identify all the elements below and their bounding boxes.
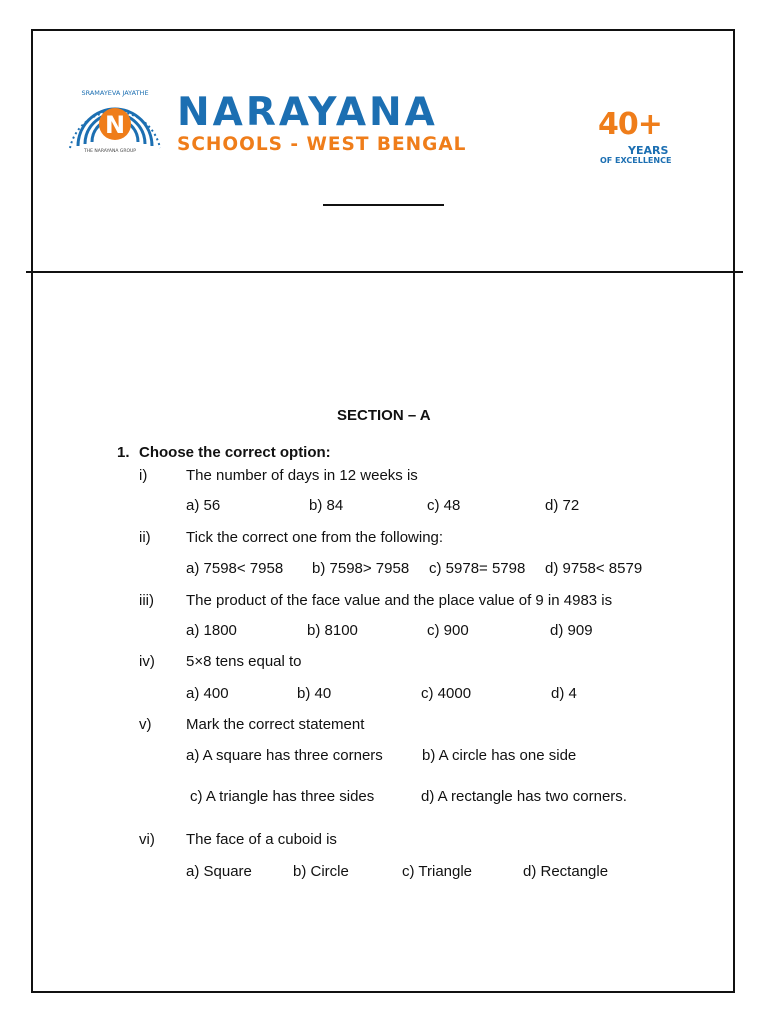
option[interactable]: a) 56 [186, 497, 221, 514]
item-roman: i) [139, 467, 148, 484]
narayana-emblem-icon [60, 86, 170, 152]
option[interactable]: a) 1800 [186, 622, 237, 639]
item-text: The face of a cuboid is [186, 831, 337, 848]
anniversary-number: 40+ [598, 107, 662, 142]
item-text: The product of the face value and the place value of 9 in 4983 is [186, 592, 613, 609]
option[interactable]: c) 4000 [421, 685, 472, 702]
option[interactable]: d) 4 [551, 685, 577, 702]
option[interactable]: d) Rectangle [523, 863, 609, 880]
option[interactable]: a) A square has three corners [186, 747, 383, 764]
anniversary-excellence: OF EXCELLENCE [600, 156, 672, 165]
anniversary-years: YEARS [628, 144, 669, 157]
option[interactable]: d) 9758< 8579 [545, 560, 643, 577]
option[interactable]: d) 72 [545, 497, 580, 514]
section-title: SECTION – A [337, 407, 431, 424]
option[interactable]: b) 7598> 7958 [312, 560, 410, 577]
option[interactable]: a) 400 [186, 685, 229, 702]
option[interactable]: b) 40 [297, 685, 332, 702]
option[interactable]: c) 900 [427, 622, 469, 639]
option[interactable]: c) 48 [427, 497, 461, 514]
item-text: The number of days in 12 weeks is [186, 467, 418, 484]
item-roman: ii) [139, 529, 151, 546]
option[interactable]: c) Triangle [402, 863, 473, 880]
item-text: Tick the correct one from the following: [186, 529, 444, 546]
option[interactable]: b) Circle [293, 863, 349, 880]
header-divider [26, 271, 743, 273]
anniversary-badge [598, 107, 678, 170]
option[interactable]: b) A circle has one side [422, 747, 577, 764]
item-text: 5×8 tens equal to [186, 653, 302, 670]
option[interactable]: b) 8100 [307, 622, 358, 639]
item-text: Mark the correct statement [186, 716, 365, 733]
option[interactable]: c) A triangle has three sides [190, 788, 375, 805]
option[interactable]: c) 5978= 5798 [429, 560, 526, 577]
brand-wordmark [177, 90, 467, 155]
item-roman: vi) [139, 831, 155, 848]
name-blank-line [323, 204, 444, 206]
option[interactable]: a) 7598< 7958 [186, 560, 284, 577]
brand-subtitle: SCHOOLS - WEST BENGAL [177, 134, 467, 155]
option[interactable]: d) 909 [550, 622, 593, 639]
item-roman: v) [139, 716, 152, 733]
emblem-group-name: THE NARAYANA GROUP [83, 149, 137, 152]
option[interactable]: a) Square [186, 863, 252, 880]
question-title: Choose the correct option: [139, 444, 331, 461]
item-roman: iv) [139, 653, 155, 670]
option[interactable]: d) A rectangle has two corners. [421, 788, 627, 805]
page-border [31, 29, 735, 993]
item-roman: iii) [139, 592, 154, 609]
option[interactable]: b) 84 [309, 497, 344, 514]
school-logo [60, 86, 580, 156]
emblem-motto: SRAMAYEVA JAYATHE [81, 89, 149, 97]
brand-name: NARAYANA [177, 90, 438, 135]
emblem-letter: N [104, 111, 126, 139]
question-number: 1. [117, 444, 130, 461]
